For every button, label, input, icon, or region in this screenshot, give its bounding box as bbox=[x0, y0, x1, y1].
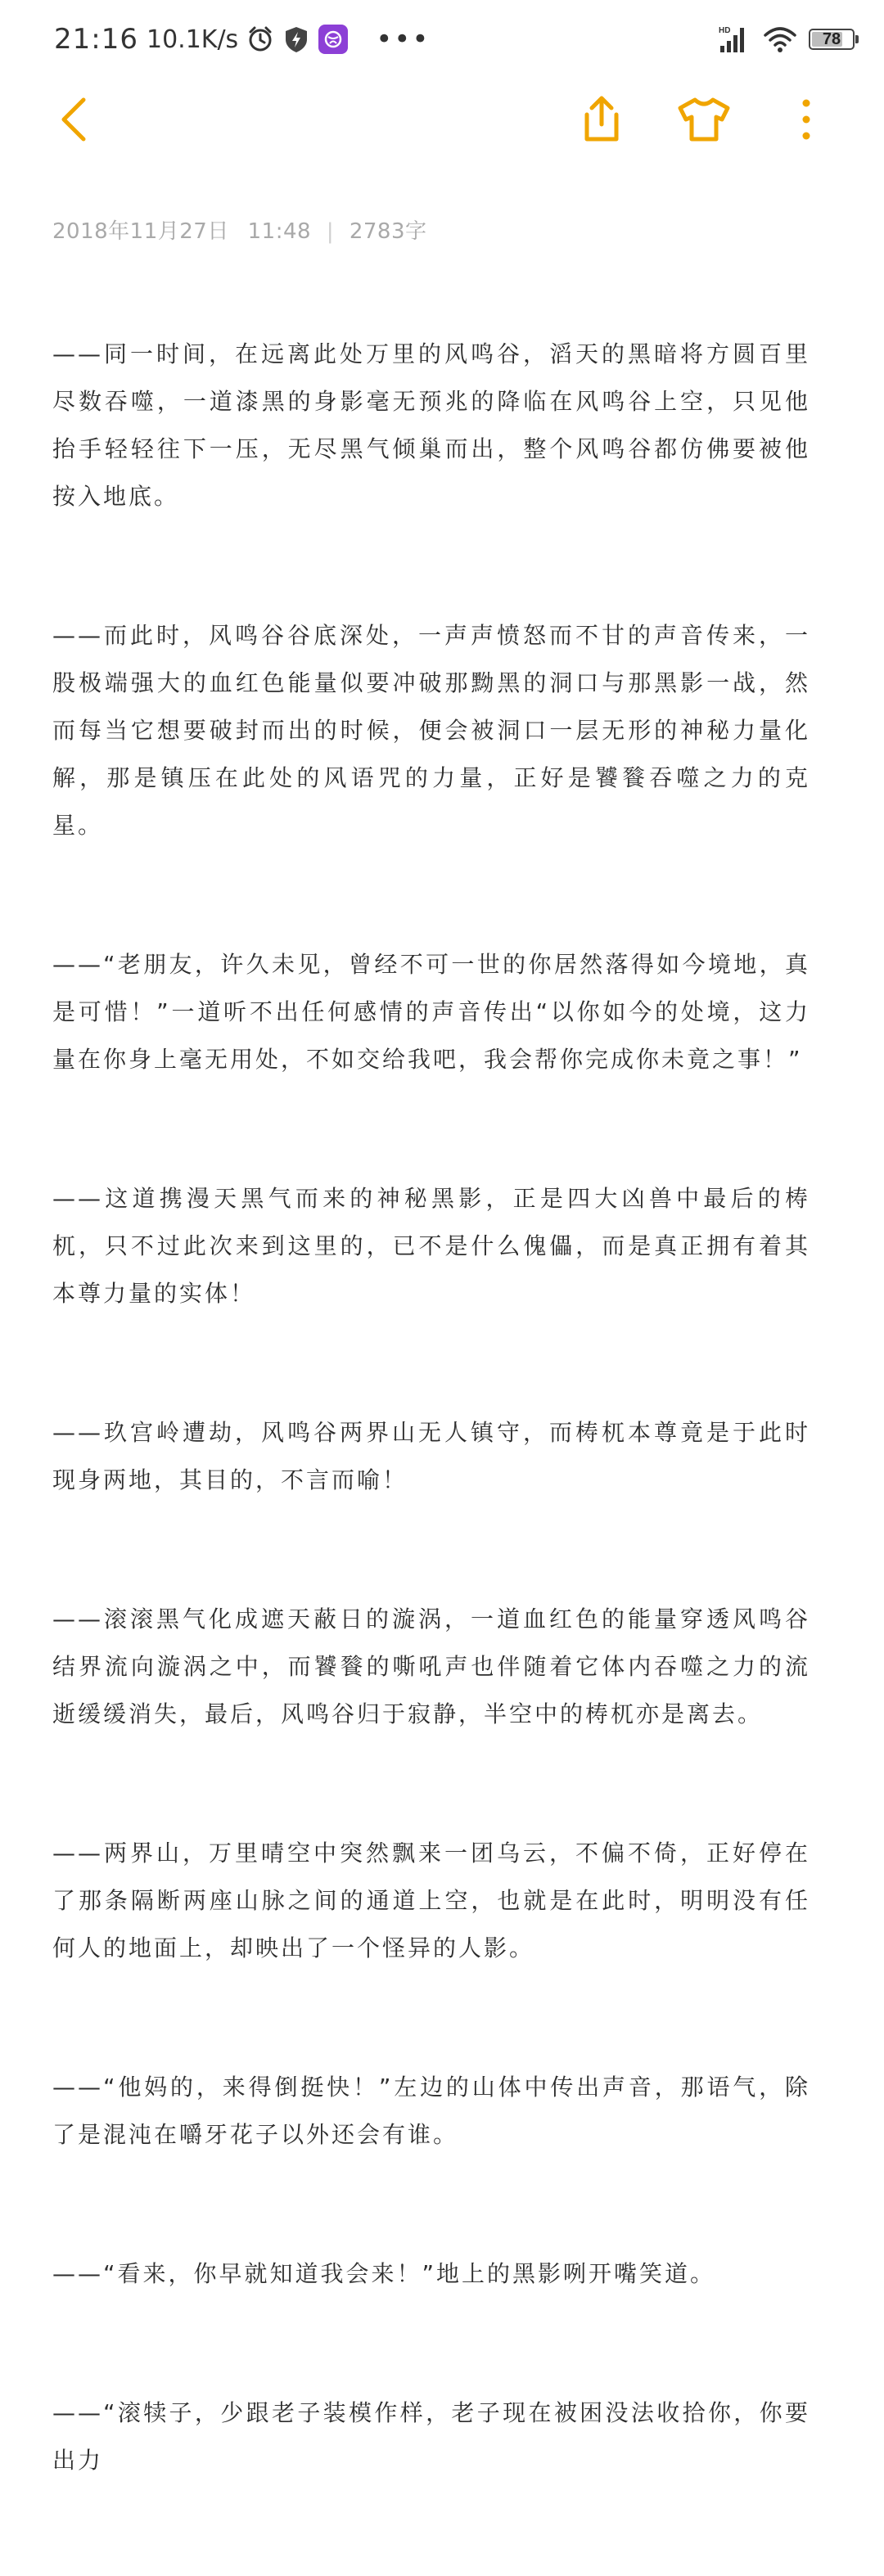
more-options-button[interactable] bbox=[786, 79, 827, 160]
paragraph: ——“老朋友，许久未见，曾经不可一世的你居然落得如今境地，真是可惜！”一道听不出任何感情的声音传出“以你如今的处境，这力量在你身上毫无用处，不如交给我吧，我会帮你完成你未竟之事！” bbox=[52, 951, 810, 1073]
hd-label: HD bbox=[719, 26, 731, 35]
paragraph: ——而此时，风鸣谷谷底深处，一声声愤怒而不甘的声音传来，一股极端强大的血红色能量似要冲破那黝黑的洞口与那黑影一战，然而每当它想要破封而出的时候，便会被洞口一层无形的神秘力量化解，那是镇压在此处的风语咒的力量，正好是饕餮吞噬之力的克星。 bbox=[52, 622, 810, 839]
more-dots-icon: ••• bbox=[376, 23, 431, 56]
paragraph: ——滚滚黑气化成遮天蔽日的漩涡，一道血红色的能量穿透风鸣谷结界流向漩涡之中，而饕餮的嘶吼声也伴随着它体内吞噬之力的流逝缓缓消失，最后，风鸣谷归于寂静，半空中的梼杌亦是离去。 bbox=[52, 1605, 810, 1727]
share-button[interactable] bbox=[573, 79, 630, 160]
paragraph: ——两界山，万里晴空中突然飘来一团乌云，不偏不倚，正好停在了那条隔断两座山脉之间的通道上空，也就是在此时，明明没有任何人的地面上，却映出了一个怪异的人影。 bbox=[52, 1840, 810, 1961]
status-right bbox=[719, 25, 855, 53]
battery-level: 78 bbox=[822, 29, 841, 48]
back-button[interactable] bbox=[49, 79, 98, 160]
meta-separator: | bbox=[326, 219, 335, 244]
note-time: 11:48 bbox=[247, 219, 312, 244]
battery-indicator bbox=[809, 29, 855, 50]
paragraph: ——“看来，你早就知道我会来！”地上的黑影咧开嘴笑道。 bbox=[52, 2260, 716, 2287]
paragraph: ——这道携漫天黑气而来的神秘黑影，正是四大凶兽中最后的梼杌，只不过此次来到这里的，已不是什么傀儡，而是真正拥有着其本尊力量的实体！ bbox=[52, 1185, 810, 1307]
alarm-icon bbox=[246, 25, 274, 53]
status-bar bbox=[0, 0, 884, 79]
shield-bolt-icon bbox=[282, 25, 310, 53]
wifi-icon bbox=[763, 25, 797, 53]
paragraph: ——“滚犊子，少跟老子装模作样，老子现在被困没法收拾你，你要出力 bbox=[52, 2399, 810, 2474]
note-date: 2018年11月27日 bbox=[52, 219, 229, 244]
word-count: 2783字 bbox=[349, 219, 427, 244]
note-meta bbox=[52, 214, 427, 245]
note-content[interactable] bbox=[52, 331, 810, 2576]
share-icon bbox=[579, 95, 625, 144]
network-speed: 10.1K/s bbox=[146, 25, 239, 54]
paragraph: ——玖宫岭遭劫，风鸣谷两界山无人镇守，而梼杌本尊竟是于此时现身两地，其目的，不言而喻！ bbox=[52, 1419, 810, 1493]
signal-icon bbox=[719, 25, 751, 53]
app-badge-icon bbox=[318, 25, 348, 54]
shirt-icon bbox=[677, 97, 731, 142]
toolbar bbox=[0, 79, 884, 160]
status-time: 21:16 bbox=[54, 23, 138, 56]
theme-button[interactable] bbox=[671, 79, 737, 160]
paragraph: ——“他妈的，来得倒挺快！”左边的山体中传出声音，那语气，除了是混沌在嚼牙花子以外还会有谁。 bbox=[52, 2074, 810, 2148]
paragraph: ——同一时间，在远离此处万里的风鸣谷，滔天的黑暗将方圆百里尽数吞噬，一道漆黑的身影毫无预兆的降临在风鸣谷上空，只见他抬手轻轻往下一压，无尽黑气倾巢而出，整个风鸣谷都仿佛要被他按入地底。 bbox=[52, 340, 810, 510]
status-left bbox=[54, 23, 430, 56]
back-icon bbox=[59, 97, 88, 142]
more-vertical-icon bbox=[801, 97, 812, 142]
